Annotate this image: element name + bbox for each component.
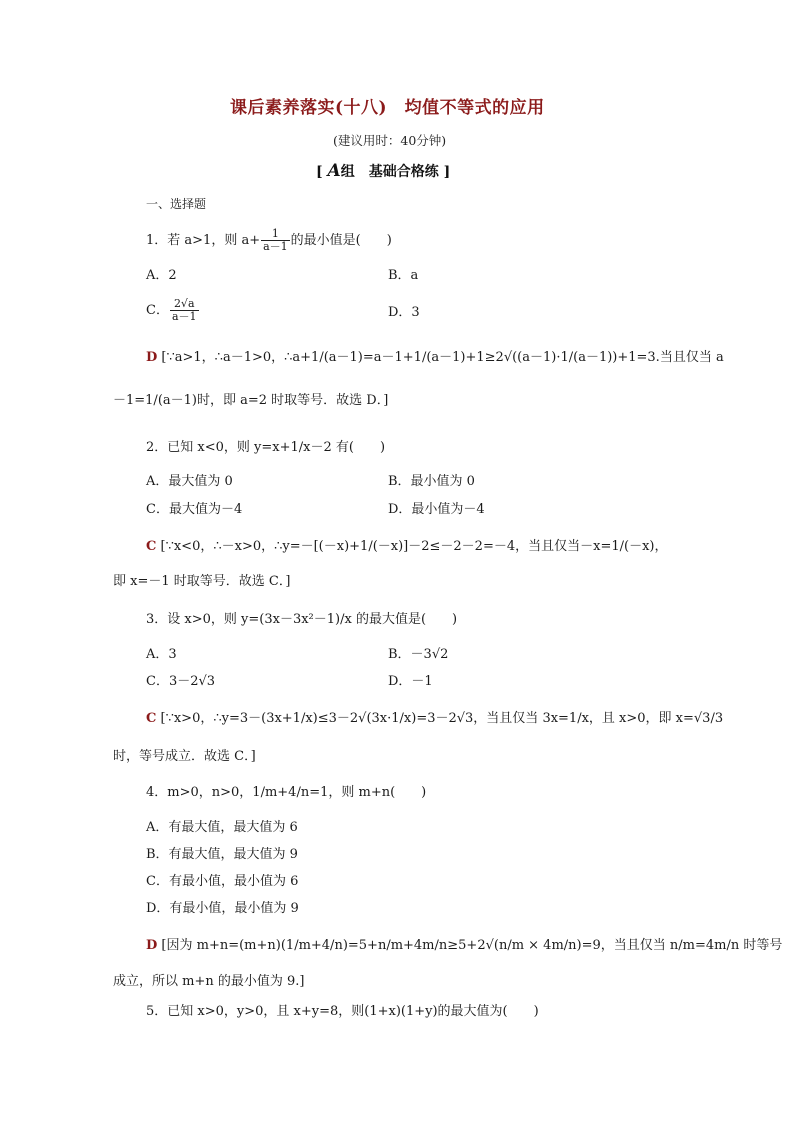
q4-option-d: D．有最小值，最小值为 9 bbox=[146, 901, 299, 916]
q2-solution-line-2: 即 x=－1 时取等号．故选 C．] bbox=[113, 574, 291, 589]
q2-option-b: B．最小值为 0 bbox=[388, 474, 475, 489]
q3-solution-line-1: C [∵x>0，∴y=3－(3x+1/x)≤3－2√(3x·1/x)=3－2√3，当且仅当 3x=1/x，且 x>0，即 x=√3/3 bbox=[146, 711, 724, 726]
q1-solution-line-1: D [∵a>1，∴a－1>0，∴a+1/(a－1)=a－1+1/(a－1)+1≥2√((a－1)·1/(a－1))+1=3.当且仅当 a bbox=[146, 350, 724, 365]
q2-option-c: C．最大值为－4 bbox=[146, 502, 243, 517]
q4-option-b: B．有最大值，最大值为 9 bbox=[146, 847, 298, 862]
question-4-stem: 4．m>0，n>0，1/m+4/n=1，则 m+n( ) bbox=[146, 785, 427, 800]
section-heading: 一、选择题 bbox=[146, 197, 207, 211]
answer-letter: D bbox=[146, 350, 158, 365]
time-hint: (建议用时：40分钟) bbox=[333, 133, 447, 148]
q2-option-d: D．最小值为－4 bbox=[388, 502, 485, 517]
answer-letter: C bbox=[146, 539, 157, 554]
q1-option-c: C． $\frac{2√a}{a-1}$ bbox=[146, 297, 197, 324]
q4-solution-line-1: D [因为 m+n=(m+n)(1/m+4/n)=5+n/m+4m/n≥5+2√(n/m × 4m/n)=9，当且仅当 n/m=4m/n 时等号 bbox=[146, 938, 783, 953]
q4-option-c: C．有最小值，最小值为 6 bbox=[146, 874, 299, 889]
q3-solution-line-2: 时，等号成立．故选 C．] bbox=[113, 749, 256, 764]
answer-letter: D bbox=[146, 938, 158, 953]
group-letter: A bbox=[327, 161, 341, 181]
q1-solution-line-2: －1=1/(a－1)时，即 a=2 时取等号．故选 D．] bbox=[113, 393, 389, 408]
q3-option-b: B．－3√2 bbox=[388, 647, 449, 662]
q1-option-a: A．2 bbox=[146, 268, 177, 283]
page-title: 课后素养落实(十八) 均值不等式的应用 bbox=[230, 98, 545, 118]
q4-option-a: A．有最大值，最大值为 6 bbox=[146, 820, 298, 835]
question-3-stem: 3．设 x>0，则 y=(3x－3x²－1)/x 的最大值是( ) bbox=[146, 612, 458, 627]
group-heading: [ A组 基础合格练 ] bbox=[316, 161, 451, 181]
q3-option-d: D．－1 bbox=[388, 674, 433, 689]
q1-option-b: B．a bbox=[388, 268, 419, 283]
q4-solution-line-2: 成立，所以 m+n 的最小值为 9.] bbox=[113, 974, 305, 989]
q1-option-d: D．3 bbox=[388, 305, 420, 320]
answer-letter: C bbox=[146, 711, 157, 726]
q2-option-a: A．最大值为 0 bbox=[146, 474, 233, 489]
question-5-stem: 5．已知 x>0，y>0，且 x+y=8，则(1+x)(1+y)的最大值为( ) bbox=[146, 1004, 539, 1019]
question-2-stem: 2．已知 x<0，则 y=x+1/x－2 有( ) bbox=[146, 440, 386, 455]
q2-solution-line-1: C [∵x<0，∴－x>0，∴y=－[(－x)+1/(－x)]－2≤－2－2=－4，当且仅当－x=1/(－x)， bbox=[146, 539, 668, 554]
fraction: $\frac{1}{a-1}$ bbox=[263, 227, 288, 254]
q3-option-a: A．3 bbox=[146, 647, 177, 662]
question-1-stem: 1．若 a>1，则 a+ $\frac{1}{a-1}$ 的最小值是( ) bbox=[146, 227, 392, 254]
q3-option-c: C．3－2√3 bbox=[146, 674, 216, 689]
